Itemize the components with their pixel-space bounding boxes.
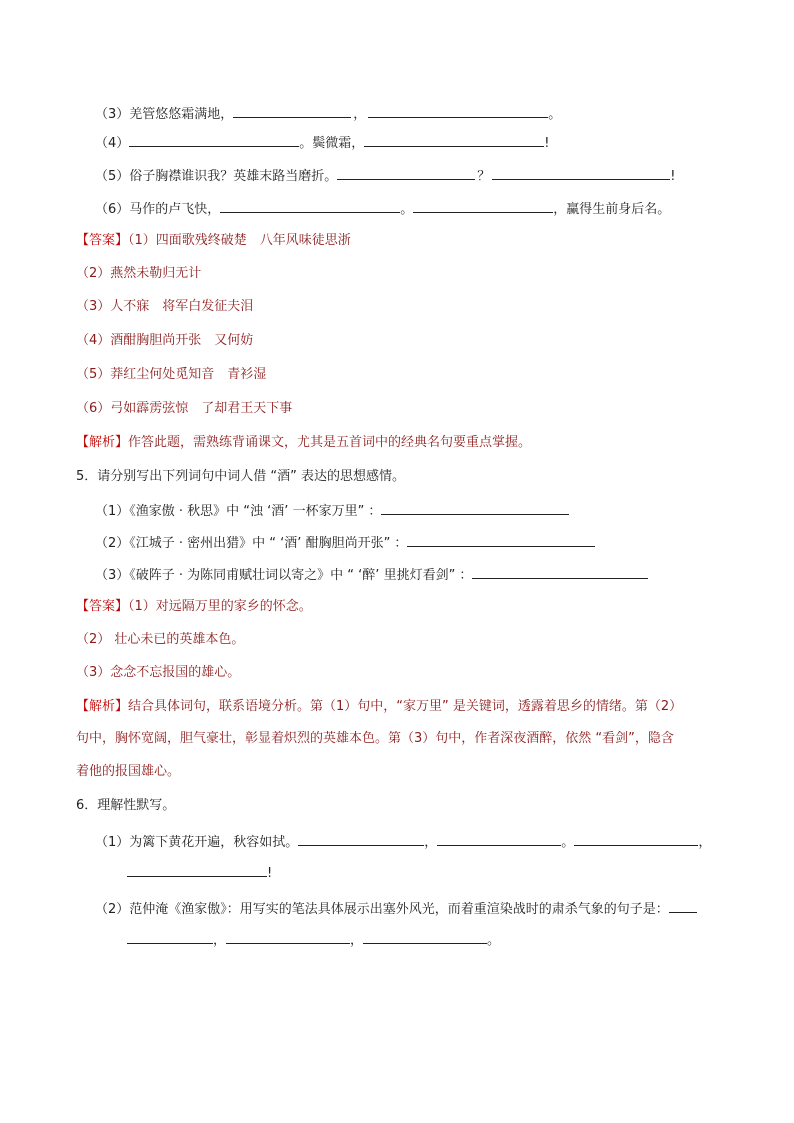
q6-item-2-text: （2）范仲淹《渔家傲》：用写实的笔法具体展示出塞外风光，而着重渲染战时的肃杀气象的句子是： xyxy=(95,902,669,917)
answer-1-line-6: （6）弓如霹雳弦惊 了却君王天下事 xyxy=(76,401,293,416)
blank[interactable] xyxy=(127,930,213,944)
q4-item-3 xyxy=(95,104,561,124)
blank[interactable] xyxy=(368,104,548,118)
q6-item-1-end: ! xyxy=(267,866,273,881)
q6-item-2-end: 。 xyxy=(487,933,501,948)
blank[interactable] xyxy=(492,166,670,180)
q4-item-3-prefix: （3）羌管悠悠霜满地， xyxy=(95,107,234,122)
analysis-1 xyxy=(76,434,531,452)
blank[interactable] xyxy=(337,166,475,180)
q6-item-1-prefix: （1）为篱下黄花开遍，秋容如拭。 xyxy=(95,835,299,850)
blank[interactable] xyxy=(129,133,299,147)
answer-2-line-2: （2） 壮心未已的英雄本色。 xyxy=(76,632,245,647)
q5-item-2 xyxy=(95,533,595,553)
blank[interactable] xyxy=(472,565,648,579)
q6-item-1-sep1: ， xyxy=(424,835,438,850)
blank[interactable] xyxy=(413,199,553,213)
q4-item-5-mid: ？ xyxy=(477,169,491,184)
q4-item-5-prefix: （5）俗子胸襟谁识我？英雄末路当磨折。 xyxy=(95,169,338,184)
q6-title: 6．理解性默写。 xyxy=(76,798,176,813)
analysis-text: 作答此题，需熟练背诵课文，尤其是五首词中的经典名句要重点掌握。 xyxy=(128,435,532,450)
q4-item-6-prefix: （6）马作的卢飞快， xyxy=(95,202,221,217)
blank[interactable] xyxy=(364,133,544,147)
q4-item-3-mid: ， xyxy=(353,107,367,122)
q6-item-2-sep1: ， xyxy=(213,933,227,948)
blank[interactable] xyxy=(437,832,561,846)
q6-item-2-cont xyxy=(127,930,500,950)
blank[interactable] xyxy=(574,832,698,846)
q5-item-1 xyxy=(95,501,569,521)
blank[interactable] xyxy=(381,501,569,515)
q4-item-6-suffix: ，赢得生前身后名。 xyxy=(553,202,671,217)
q4-item-4-prefix: （4） xyxy=(95,136,130,151)
q6-item-1-sep2: 。 xyxy=(561,835,575,850)
answer-2-line-1 xyxy=(76,598,312,616)
q4-item-4 xyxy=(95,133,550,153)
answer-tag: 【答案】 xyxy=(76,599,129,614)
answer-text: （1）对远隔万里的家乡的怀念。 xyxy=(128,599,312,614)
blank[interactable] xyxy=(233,104,351,118)
blank[interactable] xyxy=(127,863,267,877)
answer-1-line-5: （5）莽红尘何处觅知音 青衫湿 xyxy=(76,367,267,382)
q5-title: 5．请分别写出下列词句中词人借 “酒” 表达的思想感情。 xyxy=(76,469,406,484)
blank[interactable] xyxy=(669,899,697,913)
q5-item-1-text: （1）《渔家傲 · 秋思》中 “浊 ‘酒’ 一杯家万里” ： xyxy=(95,504,382,519)
answer-text: （1）四面歌残终破楚 八年风味徒思浙 xyxy=(128,233,351,248)
blank[interactable] xyxy=(220,199,400,213)
q4-item-6 xyxy=(95,199,670,219)
analysis-text: 结合具体词句，联系语境分析。第（1）句中，“家万里” 是关键词，透露着思乡的情绪。第（2） xyxy=(128,699,683,714)
answer-2-line-3: （3）念念不忘报国的雄心。 xyxy=(76,665,241,680)
q6-item-2-sep2: ， xyxy=(350,933,364,948)
analysis-tag: 【解析】 xyxy=(76,435,129,450)
q6-item-1-sep3: ， xyxy=(698,835,712,850)
q4-item-3-suffix: 。 xyxy=(548,107,562,122)
q4-item-4-suffix: ! xyxy=(544,136,550,151)
blank[interactable] xyxy=(407,533,595,547)
answer-1-line-1 xyxy=(76,232,351,250)
q6-item-2 xyxy=(95,899,697,919)
blank[interactable] xyxy=(298,832,424,846)
answer-1-line-3: （3）人不寐 将军白发征夫泪 xyxy=(76,299,254,314)
q4-item-4-mid: 。鬓微霜， xyxy=(299,136,365,151)
blank[interactable] xyxy=(226,930,350,944)
analysis-tag: 【解析】 xyxy=(76,699,129,714)
analysis-2-line-3: 着他的报国雄心。 xyxy=(76,764,181,779)
blank[interactable] xyxy=(363,930,487,944)
q6-item-1-cont xyxy=(127,863,272,883)
q5-item-3-text: （3）《破阵子 · 为陈同甫赋壮词以寄之》中 “ ‘醉’ 里挑灯看剑” ： xyxy=(95,568,473,583)
q6-item-1 xyxy=(95,832,711,852)
q5-item-2-text: （2）《江城子 · 密州出猎》中 “ ‘酒’ 酣胸胆尚开张” ： xyxy=(95,536,408,551)
q4-item-5 xyxy=(95,166,676,186)
q4-item-6-mid: 。 xyxy=(400,202,414,217)
analysis-2-line-2: 句中，胸怀宽阔，胆气豪壮，彰显着炽烈的英雄本色。第（3）句中，作者深夜酒醉，依然 “看剑”，隐含 xyxy=(76,731,674,746)
q5-item-3 xyxy=(95,565,648,585)
answer-1-line-4: （4）酒酣胸胆尚开张 又何妨 xyxy=(76,333,254,348)
analysis-2-line-1 xyxy=(76,698,682,716)
answer-1-line-2: （2）燕然未勒归无计 xyxy=(76,266,202,281)
q4-item-5-suffix: ! xyxy=(670,169,676,184)
answer-tag: 【答案】 xyxy=(76,233,129,248)
